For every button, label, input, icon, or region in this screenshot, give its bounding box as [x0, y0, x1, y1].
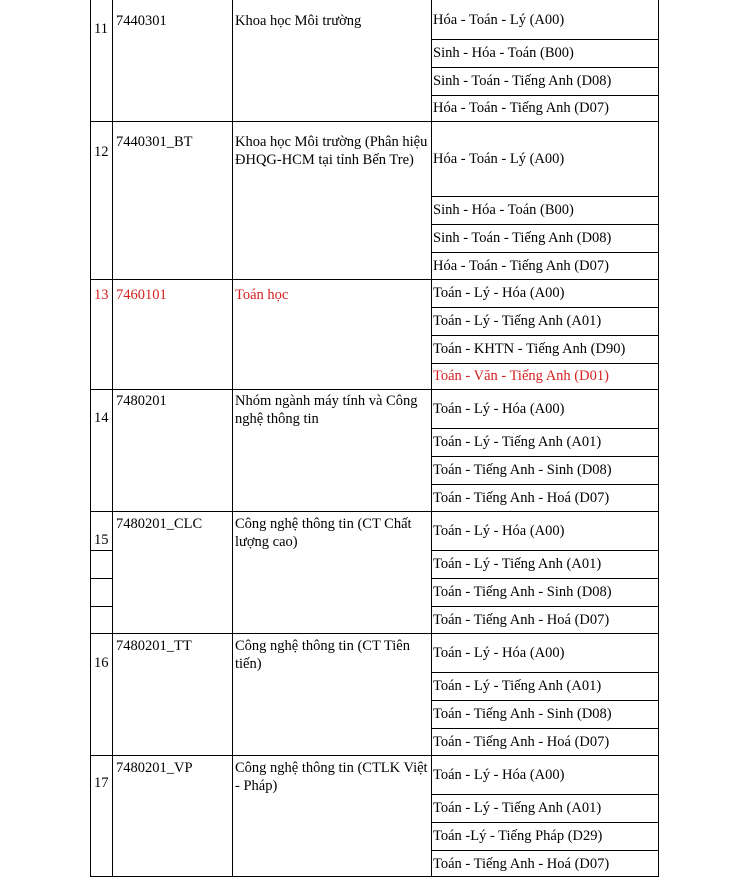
combo-separator [431, 850, 658, 851]
row-number: 16 [94, 655, 109, 671]
subject-combination: Toán - Lý - Hóa (A00) [433, 285, 565, 301]
row-number: 12 [94, 144, 109, 160]
combo-separator [431, 700, 658, 701]
program-code: 7440301 [116, 13, 167, 29]
subject-combination: Sinh - Toán - Tiếng Anh (D08) [433, 73, 612, 89]
grid-line-vertical [112, 0, 113, 877]
subject-combination: Hóa - Toán - Tiếng Anh (D07) [433, 258, 609, 274]
stt-separator [90, 606, 112, 607]
subject-combination: Toán - Lý - Hóa (A00) [433, 523, 565, 539]
program-code: 7480201_CLC [116, 516, 203, 532]
row-number: 15 [94, 532, 109, 548]
grid-line-vertical [232, 0, 233, 877]
combo-separator [431, 224, 658, 225]
subject-combination: Toán - Lý - Tiếng Anh (A01) [433, 556, 602, 572]
subject-combination: Toán - Lý - Tiếng Anh (A01) [433, 678, 602, 694]
row-number: 14 [94, 410, 109, 426]
program-name: Toán học [235, 287, 289, 303]
row-separator [90, 633, 658, 634]
subject-combination: Sinh - Toán - Tiếng Anh (D08) [433, 230, 612, 246]
program-name: Khoa học Môi trường [235, 13, 362, 29]
combo-separator [431, 363, 658, 364]
combo-separator [431, 307, 658, 308]
combo-separator [431, 95, 658, 96]
subject-combination: Sinh - Hóa - Toán (B00) [433, 45, 574, 61]
combo-separator [431, 428, 658, 429]
grid-line-vertical [90, 0, 91, 877]
grid-line-vertical [658, 0, 659, 877]
combo-separator [431, 196, 658, 197]
subject-combination: Toán - KHTN - Tiếng Anh (D90) [433, 341, 626, 357]
subject-combination: Toán - Lý - Hóa (A00) [433, 645, 565, 661]
program-code: 7460101 [116, 287, 167, 303]
subject-combination: Toán - Tiếng Anh - Hoá (D07) [433, 612, 610, 628]
program-name: Công nghệ thông tin (CT Tiên tiến) [235, 638, 410, 672]
row-separator [90, 389, 658, 390]
program-name: Khoa học Môi trường (Phân hiệu ĐHQG-HCM tại tỉnh Bến Tre) [235, 134, 428, 168]
combo-separator [431, 728, 658, 729]
subject-combination: Toán - Lý - Tiếng Anh (A01) [433, 434, 602, 450]
subject-combination: Toán - Lý - Tiếng Anh (A01) [433, 313, 602, 329]
subject-combination: Sinh - Hóa - Toán (B00) [433, 202, 574, 218]
combo-separator [431, 39, 658, 40]
program-code: 7480201 [116, 393, 167, 409]
subject-combination: Toán - Lý - Tiếng Anh (A01) [433, 800, 602, 816]
subject-combination: Toán - Tiếng Anh - Sinh (D08) [433, 584, 612, 600]
combo-separator [431, 822, 658, 823]
subject-combination: Toán - Lý - Hóa (A00) [433, 767, 565, 783]
combo-separator [431, 67, 658, 68]
subject-combination: Toán - Tiếng Anh - Sinh (D08) [433, 462, 612, 478]
subject-combination: Toán - Tiếng Anh - Hoá (D07) [433, 856, 610, 872]
program-code: 7480201_VP [116, 760, 193, 776]
stt-separator [90, 578, 112, 579]
row-separator [90, 755, 658, 756]
subject-combination: Hóa - Toán - Lý (A00) [433, 12, 565, 28]
combo-separator [431, 456, 658, 457]
subject-combination: Toán -Lý - Tiếng Pháp (D29) [433, 828, 603, 844]
row-number: 17 [94, 775, 109, 791]
combo-separator [431, 335, 658, 336]
combo-separator [431, 606, 658, 607]
combo-separator [431, 550, 658, 551]
row-separator [90, 279, 658, 280]
subject-combination: Toán - Văn - Tiếng Anh (D01) [433, 368, 609, 384]
combo-separator [431, 794, 658, 795]
combo-separator [431, 578, 658, 579]
combo-separator [431, 672, 658, 673]
row-separator [90, 121, 658, 122]
grid-line-vertical [431, 0, 432, 877]
combo-separator [431, 252, 658, 253]
subject-combination: Toán - Tiếng Anh - Hoá (D07) [433, 490, 610, 506]
row-separator [90, 511, 658, 512]
program-code: 7440301_BT [116, 134, 193, 150]
subject-combination: Toán - Lý - Hóa (A00) [433, 401, 565, 417]
row-number: 11 [94, 21, 108, 37]
program-name: Nhóm ngành máy tính và Công nghệ thông tin [235, 393, 418, 427]
stt-separator [90, 550, 112, 551]
combo-separator [431, 484, 658, 485]
program-code: 7480201_TT [116, 638, 192, 654]
subject-combination: Hóa - Toán - Tiếng Anh (D07) [433, 100, 609, 116]
subject-combination: Hóa - Toán - Lý (A00) [433, 151, 565, 167]
subject-combination: Toán - Tiếng Anh - Hoá (D07) [433, 734, 610, 750]
program-name: Công nghệ thông tin (CT Chất lượng cao) [235, 516, 412, 550]
row-number: 13 [94, 287, 109, 303]
program-name: Công nghệ thông tin (CTLK Việt - Pháp) [235, 760, 428, 794]
subject-combination: Toán - Tiếng Anh - Sinh (D08) [433, 706, 612, 722]
